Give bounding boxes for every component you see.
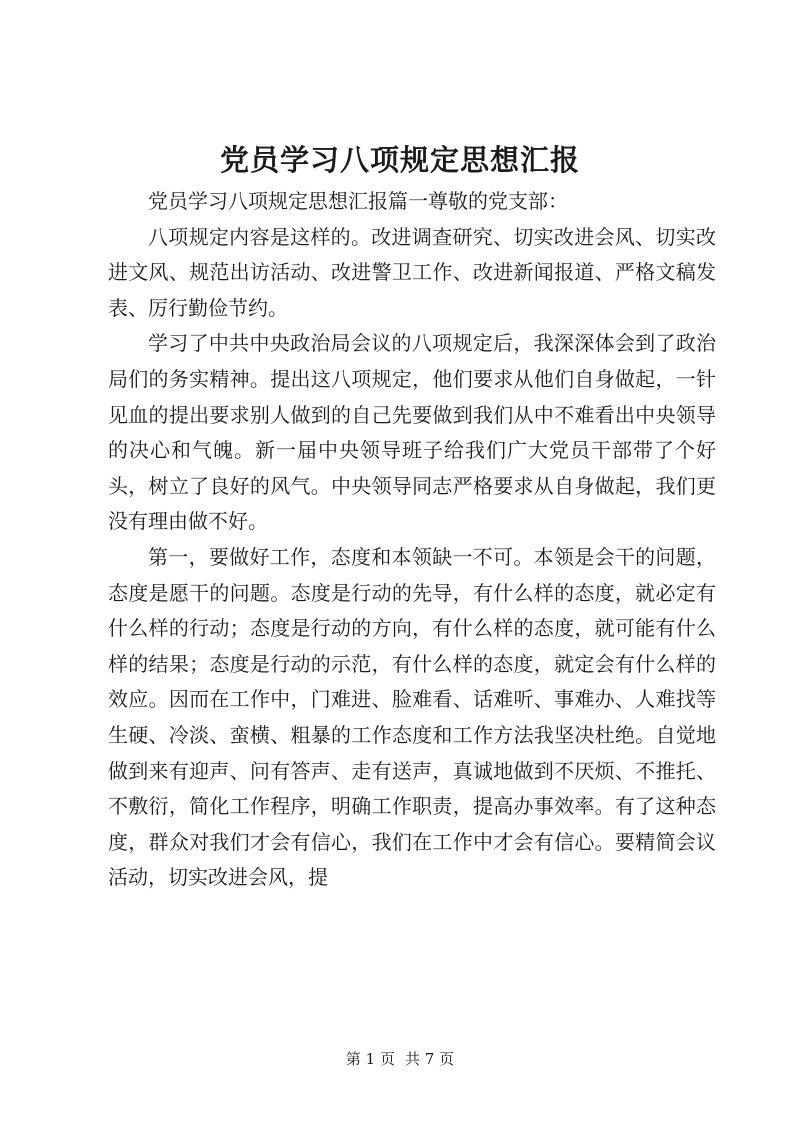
page-footer bbox=[0, 1048, 800, 1070]
document-title: 党员学习八项规定思想汇报 bbox=[219, 143, 580, 177]
paragraph-study-reflection: 学习了中共中央政治局会议的八项规定后，我深深体会到了政治局们的务实精神。提出这八项规定，他们要求从他们自身做起，一针见血的提出要求别人做到的自己先要做到我们从中不难看出中央领导的决心和气魄。新一届中央领导班子给我们广大党员干部带了个好头，树立了良好的风气。中央领导同志严格要求从自身做起，我们更没有理由做不好。 bbox=[108, 331, 716, 534]
paragraph-salutation: 党员学习八项规定思想汇报篇一尊敬的党支部： bbox=[148, 189, 568, 213]
paragraph-first-point: 第一，要做好工作，态度和本领缺一不可。本领是会干的问题，态度是愿干的问题。态度是行动的先导，有什么样的态度，就必定有什么样的行动；态度是行动的方向，有什么样的态度，就可能有什么样的结果；态度是行动的示范，有什么样的态度，就定会有什么样的效应。因而在工作中，门难进、脸难看、话难听、事难办、人难找等生硬、冷淡、蛮横、粗暴的工作态度和工作方法我坚决杜绝。自觉地做到来有迎声、问有答声、走有送声，真诚地做到不厌烦、不推托、不敷衍，简化工作程序，明确工作职责，提高办事效率。有了这种态度，群众对我们才会有信心，我们在工作中才会有信心。要精简会议活动，切实改进会风，提 bbox=[108, 544, 716, 890]
page-number: 第 1 页 bbox=[345, 1050, 395, 1068]
paragraph-eight-rules: 八项规定内容是这样的。改进调查研究、切实改进会风、切实改进文风、规范出访活动、改进警卫工作、改进新闻报道、严格文稿发表、厉行勤俭节约。 bbox=[108, 224, 716, 320]
document-body bbox=[108, 184, 716, 896]
page-total: 共 7 页 bbox=[405, 1050, 455, 1068]
